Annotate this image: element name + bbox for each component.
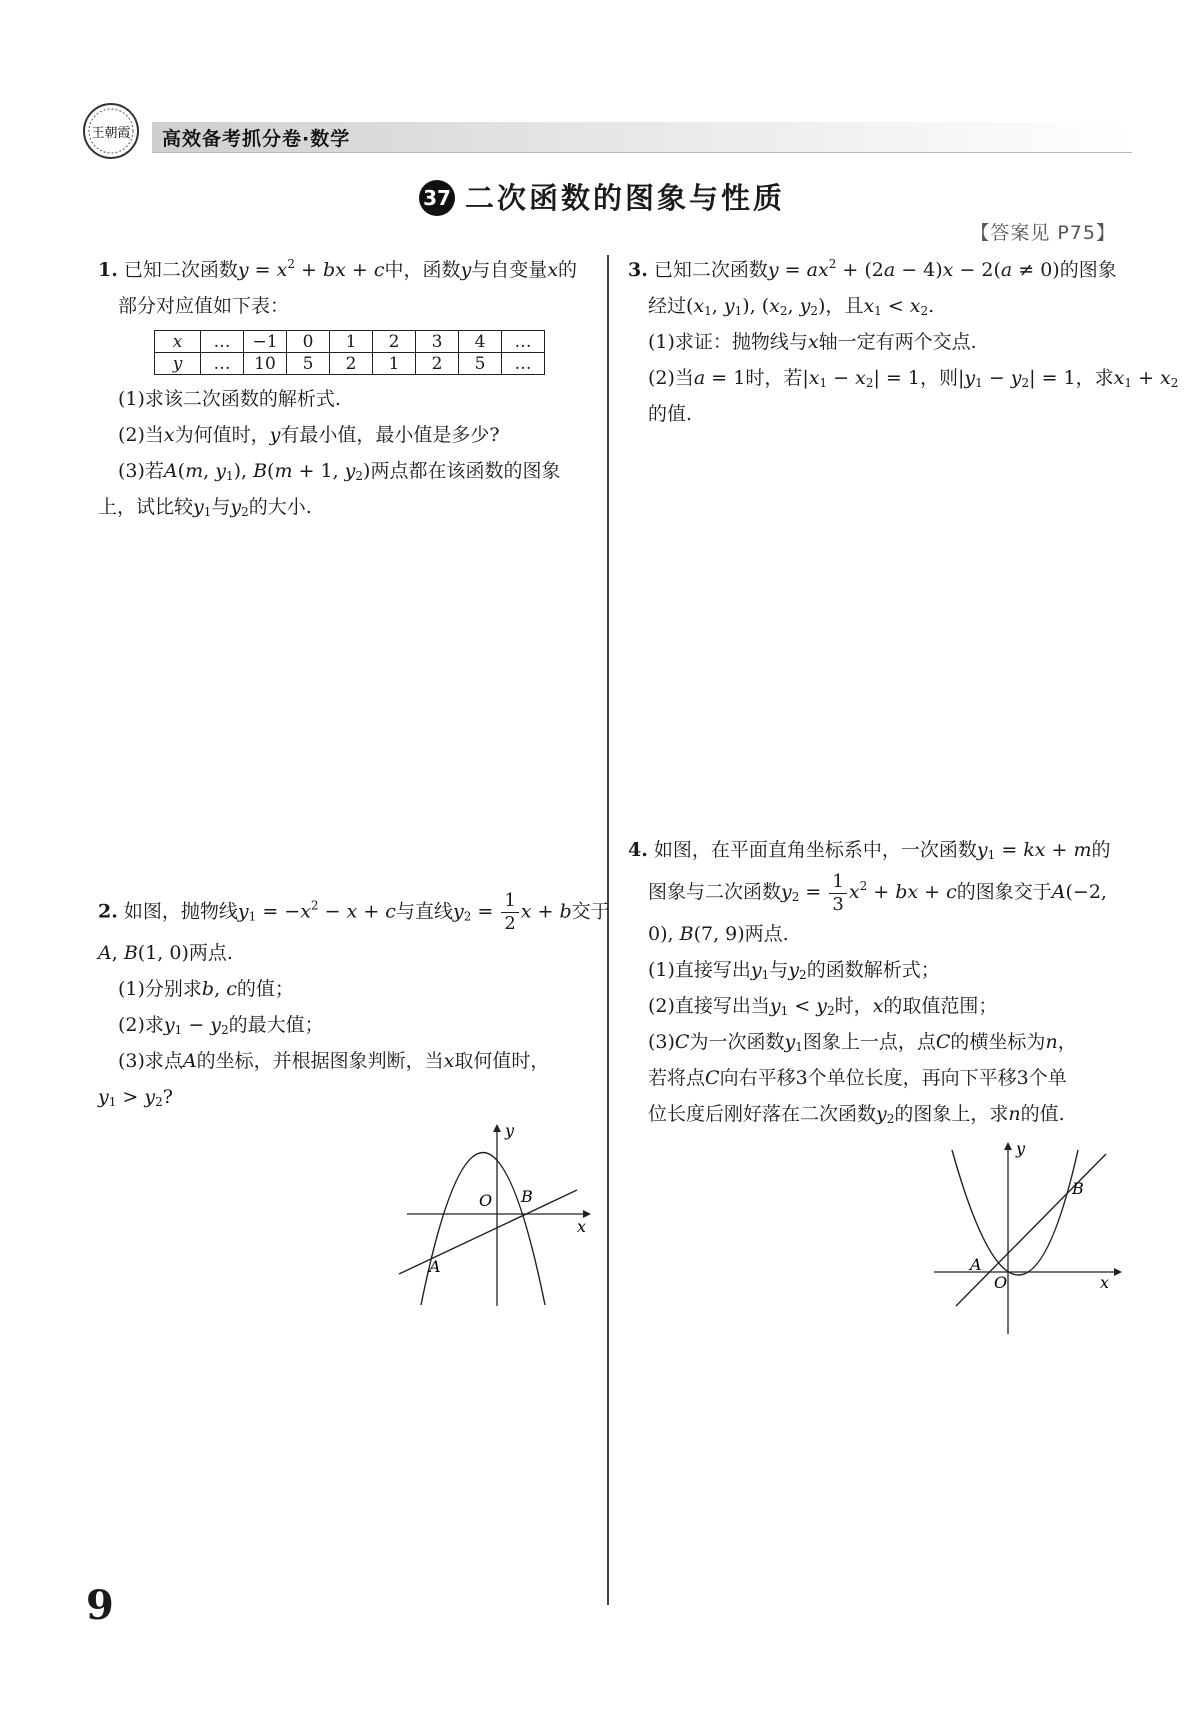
problem-3: 3. 已知二次函数$y = ax^2 + (2a - 4)x - 2(a \ne 0)$的图象 经过($x_1$, $y_1$), ($x_2$, $y_2$)，且$x_1 < x_2$. (1)求证：抛物线与x轴一定有两个交点. (2)当a = 1时，若$|x_1 - x_2| = 1$，则$|y_1 - y_2| = 1$，求$x_1 + x_2$ 的值. bbox=[628, 252, 1128, 432]
question-3: (3)C为一次函数$y_1$图象上一点，点C的横坐标为n， bbox=[648, 1031, 1077, 1054]
text: 部分对应值如下表： bbox=[118, 295, 290, 317]
problem-2: 2. 如图，抛物线$y_1 = -x^2 - x + c$与直线$y_2$ = $\frac{1}{2}$ x + b交于 A, B(1, 0)两点. (1)分别求b, c的值； (2)求$y_1 - y_2$的最大值； (3)求点A的坐标，并根据图象判断，当x取何值时， $y_1 > y_2$? bbox=[98, 890, 598, 1115]
problem-4: 4. 如图，在平面直角坐标系中，一次函数$y_1$ = kx + m的 图象与二次函数$y_2$ = $\frac{1}{3}$ $x^2$ + bx + c的图象交于A(−2, 0), B(7, 9)两点. (1)直接写出$y_1$与$y_2$的函数解析式； (2)直接写出当$y_1 < y_2$时，x的取值范围； (3)C为一次函数$y_1$图象上一点，点C的横坐标为n， 若将点C向右平移3个单位长度，再向下平移3个单 位长度后刚好落在二次函数$y_2$的图象上，求n的值. bbox=[628, 832, 1128, 1132]
value-table bbox=[154, 330, 545, 375]
table-cell: 4 bbox=[459, 331, 502, 353]
table-cell: 10 bbox=[244, 353, 287, 375]
problem-number: 1. bbox=[98, 259, 118, 281]
chapter-number: 37 bbox=[419, 180, 455, 216]
question-3-cont: 若将点C向右平移3个单位长度，再向下平移3个单 bbox=[648, 1067, 1067, 1089]
table-cell: −1 bbox=[244, 331, 287, 353]
problem-number: 4. bbox=[628, 839, 648, 861]
table-cell: 2 bbox=[330, 353, 373, 375]
line-curve bbox=[956, 1154, 1106, 1306]
text: 与 bbox=[769, 959, 789, 981]
text: 的图象 bbox=[1059, 259, 1117, 281]
label-a: A bbox=[429, 1257, 441, 1276]
text: 两点. bbox=[188, 942, 233, 964]
text: 中，函数 bbox=[384, 259, 461, 281]
text: 为何值时， bbox=[174, 424, 270, 446]
text: 与自变量 bbox=[471, 259, 548, 281]
text: 交于 bbox=[571, 900, 610, 923]
text: 图象与二次函数 bbox=[648, 881, 782, 903]
label-b: B bbox=[1072, 1179, 1084, 1198]
y-axis-arrow bbox=[493, 1124, 501, 1132]
label-a: A bbox=[970, 1255, 982, 1274]
text: ，且 bbox=[825, 295, 864, 317]
table-cell: … bbox=[502, 353, 545, 375]
text: (3)若 bbox=[118, 460, 164, 482]
text: 两点都在该函数的图象 bbox=[370, 460, 561, 482]
parabola-curve bbox=[421, 1153, 545, 1306]
table-cell: 2 bbox=[373, 331, 416, 353]
label-x: x bbox=[577, 1217, 587, 1236]
chapter-title: 二次函数的图象与性质 bbox=[464, 181, 785, 215]
question-1: (1)直接写出$y_1$与$y_2$的函数解析式； bbox=[648, 959, 940, 982]
label-y: y bbox=[505, 1121, 515, 1140]
text: 的坐标，并根据图象判断，当 bbox=[196, 1050, 444, 1072]
text: (2)求 bbox=[118, 1014, 164, 1036]
table-cell: 1 bbox=[330, 331, 373, 353]
header-divider bbox=[152, 152, 1132, 153]
x-axis-arrow bbox=[1114, 1268, 1122, 1276]
question-3: (3)若A(m, $y_1$), B(m + 1, $y_2$)两点都在该函数的图象 bbox=[118, 460, 561, 483]
text: (1)分别求 bbox=[118, 978, 202, 1000]
table-row-x bbox=[155, 331, 545, 353]
label-y: y bbox=[1016, 1139, 1026, 1158]
text: 如图，在平面直角坐标系中，一次函数 bbox=[653, 839, 977, 861]
text: 为一次函数 bbox=[689, 1031, 785, 1053]
table-cell: … bbox=[502, 331, 545, 353]
text: 上，试比较 bbox=[98, 496, 194, 518]
answer-reference: 【答案见 P75】 bbox=[970, 222, 1116, 244]
text: (3) bbox=[648, 1031, 675, 1053]
problem-number: 2. bbox=[98, 900, 118, 923]
question-1: (1)分别求b, c的值； bbox=[118, 978, 294, 1000]
table-cell: 3 bbox=[416, 331, 459, 353]
text: 的值. bbox=[1020, 1103, 1065, 1125]
svg-text:王朝霞: 王朝霞 bbox=[91, 126, 131, 141]
question-2: (2)当a = 1时，若$|x_1 - x_2| = 1$，则$|y_1 - y_2| = 1$，求$x_1 + x_2$ bbox=[648, 367, 1179, 390]
text: 若将点 bbox=[648, 1067, 706, 1089]
text: 的图象上，求 bbox=[894, 1103, 1009, 1125]
text: 有最小值，最小值是多少? bbox=[280, 424, 500, 446]
text: 位长度后刚好落在二次函数 bbox=[648, 1103, 877, 1125]
text: (3)求点 bbox=[118, 1050, 183, 1072]
denominator: 2 bbox=[504, 913, 516, 934]
text: 时， bbox=[834, 995, 873, 1017]
table-cell: 2 bbox=[416, 353, 459, 375]
question-2: (2)直接写出当$y_1 < y_2$时，x的取值范围； bbox=[648, 995, 998, 1018]
text: 与直线 bbox=[395, 900, 453, 923]
table-cell: 5 bbox=[459, 353, 502, 375]
text: 与 bbox=[211, 496, 231, 518]
table-cell: 0 bbox=[287, 331, 330, 353]
text: 如图，抛物线 bbox=[123, 900, 238, 923]
question-1: (1)求该二次函数的解析式. bbox=[118, 388, 341, 410]
numerator: 1 bbox=[829, 871, 846, 894]
question-3-cont: $y_1 > y_2$? bbox=[98, 1086, 173, 1109]
text: 取何值时， bbox=[454, 1050, 550, 1072]
fraction bbox=[829, 871, 846, 916]
label-x: x bbox=[1100, 1273, 1110, 1292]
page-number: 9 bbox=[86, 1582, 114, 1629]
text: (1)直接写出 bbox=[648, 959, 751, 981]
text: 的图象交于 bbox=[956, 881, 1052, 903]
table-cell: … bbox=[201, 331, 244, 353]
y-axis-arrow bbox=[1004, 1142, 1012, 1150]
text: 已知二次函数 bbox=[123, 259, 238, 281]
text: 的值； bbox=[236, 978, 294, 1000]
text: (2)当 bbox=[118, 424, 164, 446]
text: 的最大值； bbox=[228, 1014, 324, 1036]
brand-logo bbox=[82, 102, 140, 160]
question-3-cont: 上，试比较$y_1$与$y_2$的大小. bbox=[98, 496, 312, 519]
text: (1)求证：抛物线与 bbox=[648, 331, 808, 353]
text: 的函数解析式； bbox=[806, 959, 940, 981]
text: 向右平移3个单位长度，再向下平移3个单 bbox=[719, 1067, 1067, 1089]
denominator: 3 bbox=[832, 893, 844, 915]
text: 的取值范围； bbox=[883, 995, 998, 1017]
header-title: 高效备考抓分卷·数学 bbox=[162, 128, 351, 150]
table-header: y bbox=[155, 353, 201, 375]
figure-problem-2 bbox=[395, 1120, 605, 1310]
numerator: 1 bbox=[501, 890, 518, 913]
text: 经过 bbox=[648, 295, 687, 317]
question-2: (2)当x为何值时，y有最小值，最小值是多少? bbox=[118, 424, 500, 446]
text: 图象上一点，点 bbox=[802, 1031, 936, 1053]
question-1: (1)求证：抛物线与x轴一定有两个交点. bbox=[648, 331, 977, 353]
fraction bbox=[501, 890, 518, 935]
label-origin: O bbox=[994, 1273, 1008, 1292]
problem-1: 1. 已知二次函数$y = x^2$ + bx + c中，函数y与自变量x的 部分对应值如下表： x … −1 0 1 2 3 4 … y … 10 5 2 1 2 5 … (1)求该二次函数的解析式. (2)当x为何值时，y有最小值，最小值是多少? (3)若A(m, $y_1$), B(m + 1, $y_2$)两点都在该函数的图象 上，试比较$y_1$与$y_2$的大小. bbox=[98, 252, 598, 525]
text: (2)当 bbox=[648, 367, 694, 389]
figure-problem-4 bbox=[930, 1138, 1130, 1338]
question-3: (3)求点A的坐标，并根据图象判断，当x取何值时， bbox=[118, 1050, 550, 1072]
table-cell: 5 bbox=[287, 353, 330, 375]
chapter-heading bbox=[0, 176, 1204, 217]
question-2-cont: 的值. bbox=[648, 403, 693, 425]
text: 已知二次函数 bbox=[653, 259, 768, 281]
question-3-cont: 位长度后刚好落在二次函数$y_2$的图象上，求n的值. bbox=[648, 1103, 1065, 1126]
table-row-y bbox=[155, 353, 545, 375]
problem-number: 3. bbox=[628, 259, 648, 281]
text: 时，若 bbox=[745, 367, 803, 389]
text: ，则 bbox=[919, 367, 958, 389]
text: 的 bbox=[1091, 839, 1111, 861]
label-origin: O bbox=[479, 1191, 493, 1210]
text: 两点. bbox=[744, 923, 789, 945]
text: ， bbox=[1057, 1031, 1077, 1053]
text: 的大小. bbox=[248, 496, 312, 518]
text: 的横坐标为 bbox=[950, 1031, 1046, 1053]
text: 轴一定有两个交点. bbox=[818, 331, 977, 353]
table-header: x bbox=[155, 331, 201, 353]
column-divider bbox=[607, 255, 609, 1605]
question-2: (2)求$y_1 - y_2$的最大值； bbox=[118, 1014, 324, 1037]
table-cell: 1 bbox=[373, 353, 416, 375]
table-cell: … bbox=[201, 353, 244, 375]
text: ，求 bbox=[1075, 367, 1114, 389]
text: 的 bbox=[558, 259, 578, 281]
label-b: B bbox=[521, 1187, 533, 1206]
page-header bbox=[82, 96, 1132, 154]
text: (2)直接写出当 bbox=[648, 995, 770, 1017]
